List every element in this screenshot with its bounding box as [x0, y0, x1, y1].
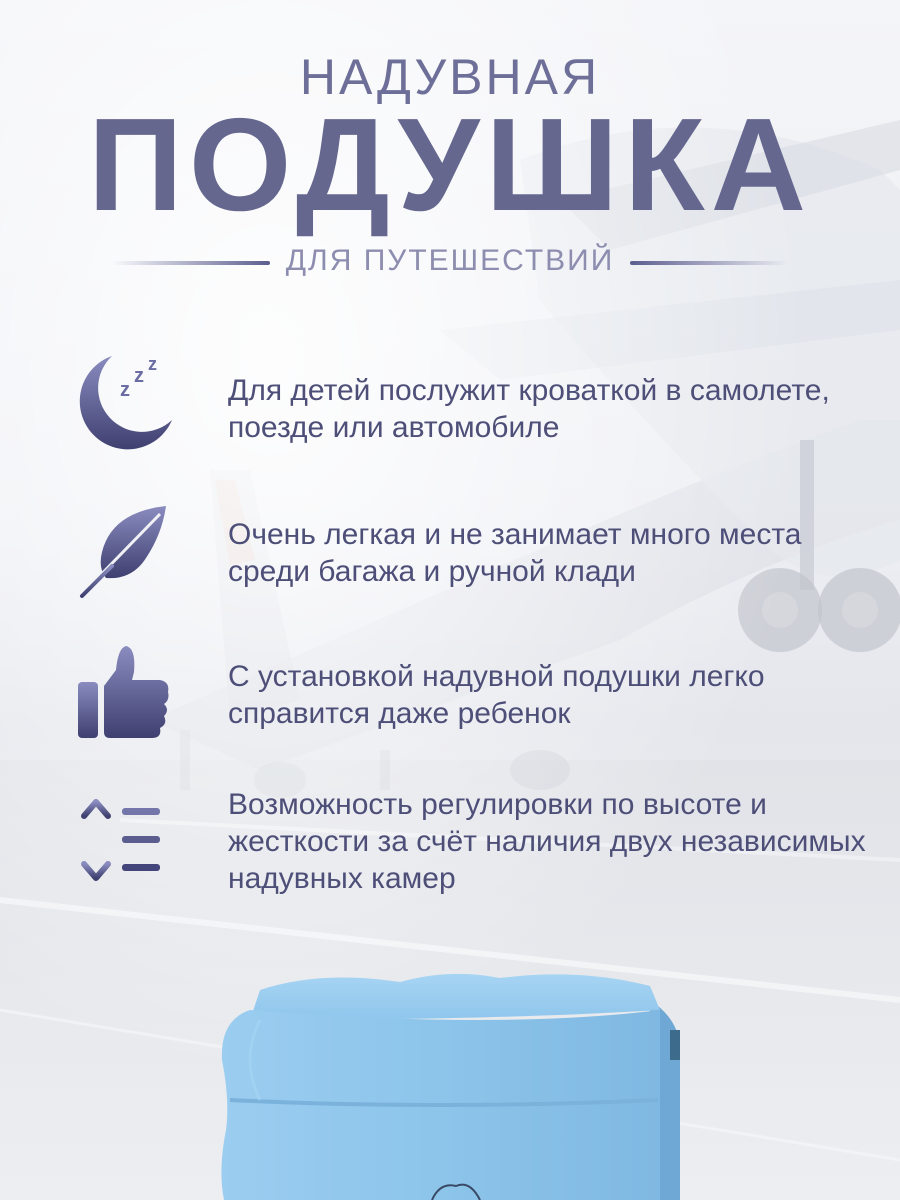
svg-text:z: z — [148, 354, 157, 374]
height-adjust-icon — [72, 786, 176, 890]
thumbs-up-icon — [72, 642, 176, 746]
subtitle: ДЛЯ ПУТЕШЕСТВИЙ — [285, 244, 615, 277]
feature-text: Очень легкая и не занимает много места среди багажа и ручной клади — [228, 518, 802, 588]
title-top: НАДУВНАЯ — [299, 49, 601, 105]
moon-sleep-icon — [72, 350, 176, 454]
decorative-line-right — [630, 261, 788, 265]
svg-text:z: z — [120, 379, 130, 401]
feature-text: Для детей послужит кроваткой в самолете, поезде или автомобиле — [228, 374, 830, 444]
pillow-image — [200, 960, 700, 1200]
svg-text:z: z — [134, 365, 144, 387]
feature-text: Возможность регулировки по высоте и жесткости за счёт наличия двух независимых надувных камер — [228, 788, 866, 895]
feature-text: С установкой надувной подушки легко справится даже ребенок — [228, 660, 765, 730]
subtitle-row — [0, 242, 900, 282]
page-title: ПОДУШКА — [87, 91, 813, 238]
feather-icon — [72, 500, 176, 604]
